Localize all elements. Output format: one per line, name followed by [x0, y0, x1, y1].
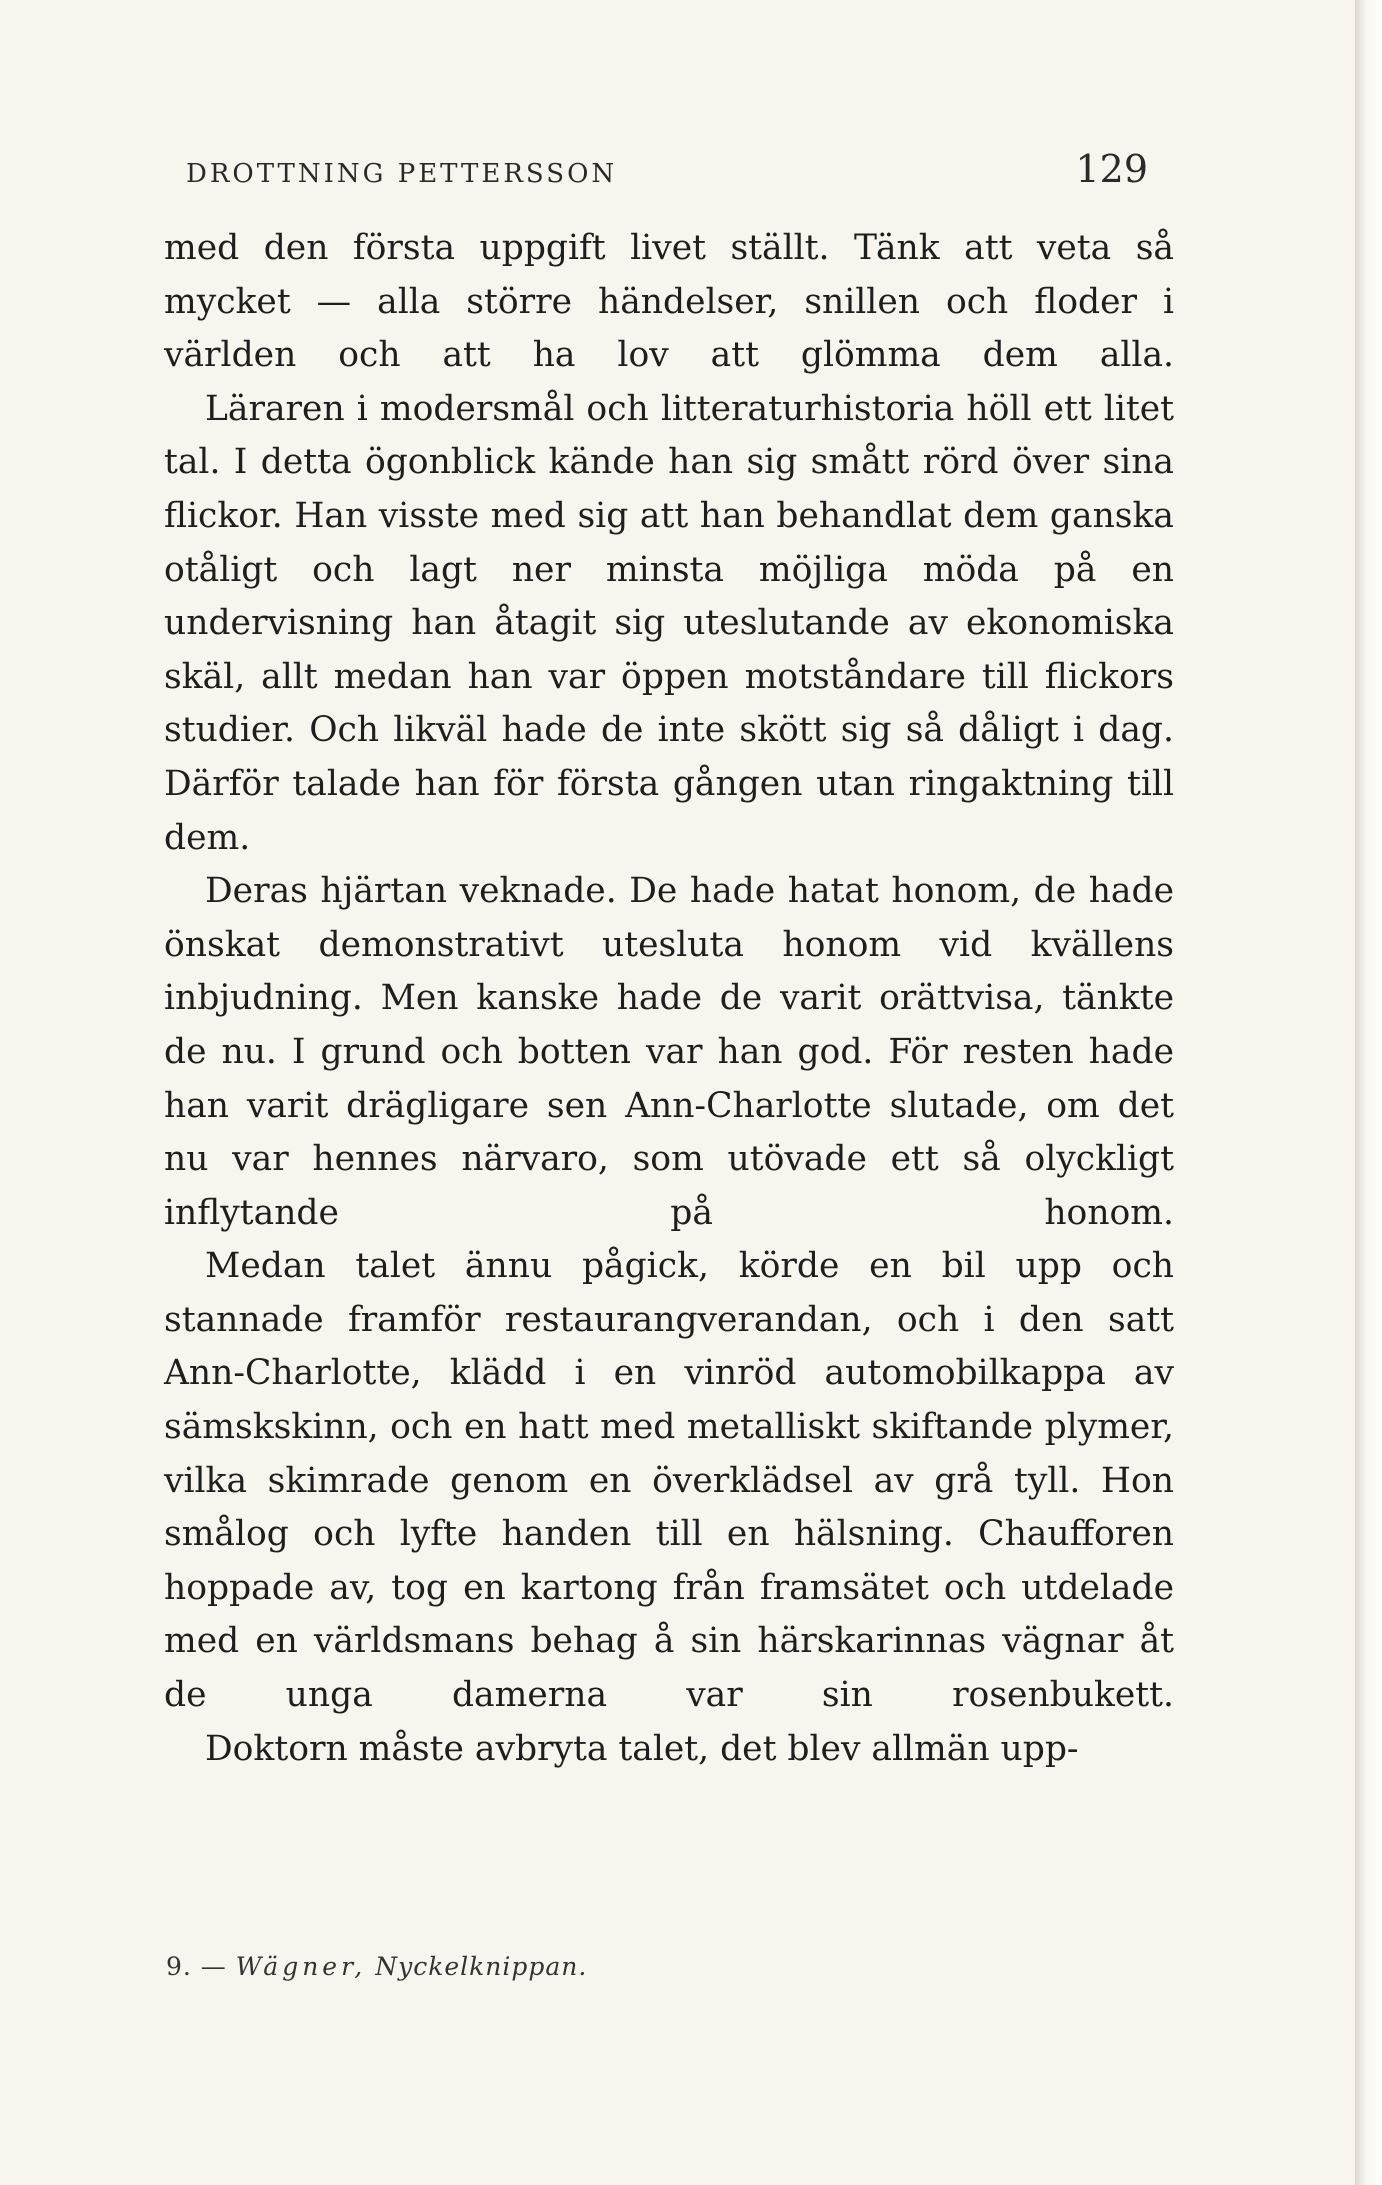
scan-edge: [1355, 0, 1382, 2185]
page-header: [186, 145, 1148, 199]
signature-line: [166, 1952, 587, 1981]
page-number: 129: [1075, 147, 1148, 191]
body-text: [164, 222, 1174, 1776]
running-title: DROTTNING PETTERSSON: [186, 159, 618, 189]
paragraph-3: Deras hjärtan veknade. De hade hatat honom, de hade önskat demonstrativt utesluta honom vid kvällens inbjudning. Men kanske hade de varit orättvisa, tänkte de nu. I grund och botten var han god. För resten hade han varit drägligare sen Ann-Charlotte slutade, om det nu var hennes närvaro, som utövade ett så olyckligt inflytande på honom.: [164, 871, 1174, 1233]
paragraph-2: Läraren i modersmål och litteraturhistoria höll ett litet tal. I detta ögonblick kände han sig smått rörd över sina flickor. Han visste med sig att han behandlat dem ganska otåligt och lagt ner minsta möjliga möda på en undervisning han åtagit sig uteslutande av ekonomiska skäl, allt medan han var öppen motståndare till flickors studier. Och likväl hade de inte skött sig så dåligt i dag. Därför talade han för första gången utan ringaktning till dem.: [164, 388, 1174, 858]
footer-author: Wägner,: [235, 1952, 367, 1981]
paragraph-4: Medan talet ännu pågick, körde en bil upp och stannade framför restaurangverandan, och i den satt Ann-Charlotte, klädd i en vinröd automobilkappa av sämskskinn, och en hatt med metalliskt skiftande plymer, vilka skimrade genom en överklädsel av grå tyll. Hon smålog och lyfte handen till en hälsning. Chaufforen hoppade av, tog en kartong från framsätet och utdelade med en världsmans behag å sin härskarinnas vägnar åt de unga damerna var sin rosenbukett.: [164, 1246, 1174, 1716]
paragraph-1: med den första uppgift livet ställt. Tänk att veta så mycket — alla större händelser, snillen och floder i världen och att ha lov att glömma dem alla.: [164, 228, 1174, 376]
signature-mark: 9. —: [166, 1952, 227, 1981]
footer-book-title: Nyckelknippan.: [375, 1952, 588, 1981]
paragraph-5: Doktorn måste avbryta talet, det blev allmän upp-: [205, 1728, 1079, 1769]
